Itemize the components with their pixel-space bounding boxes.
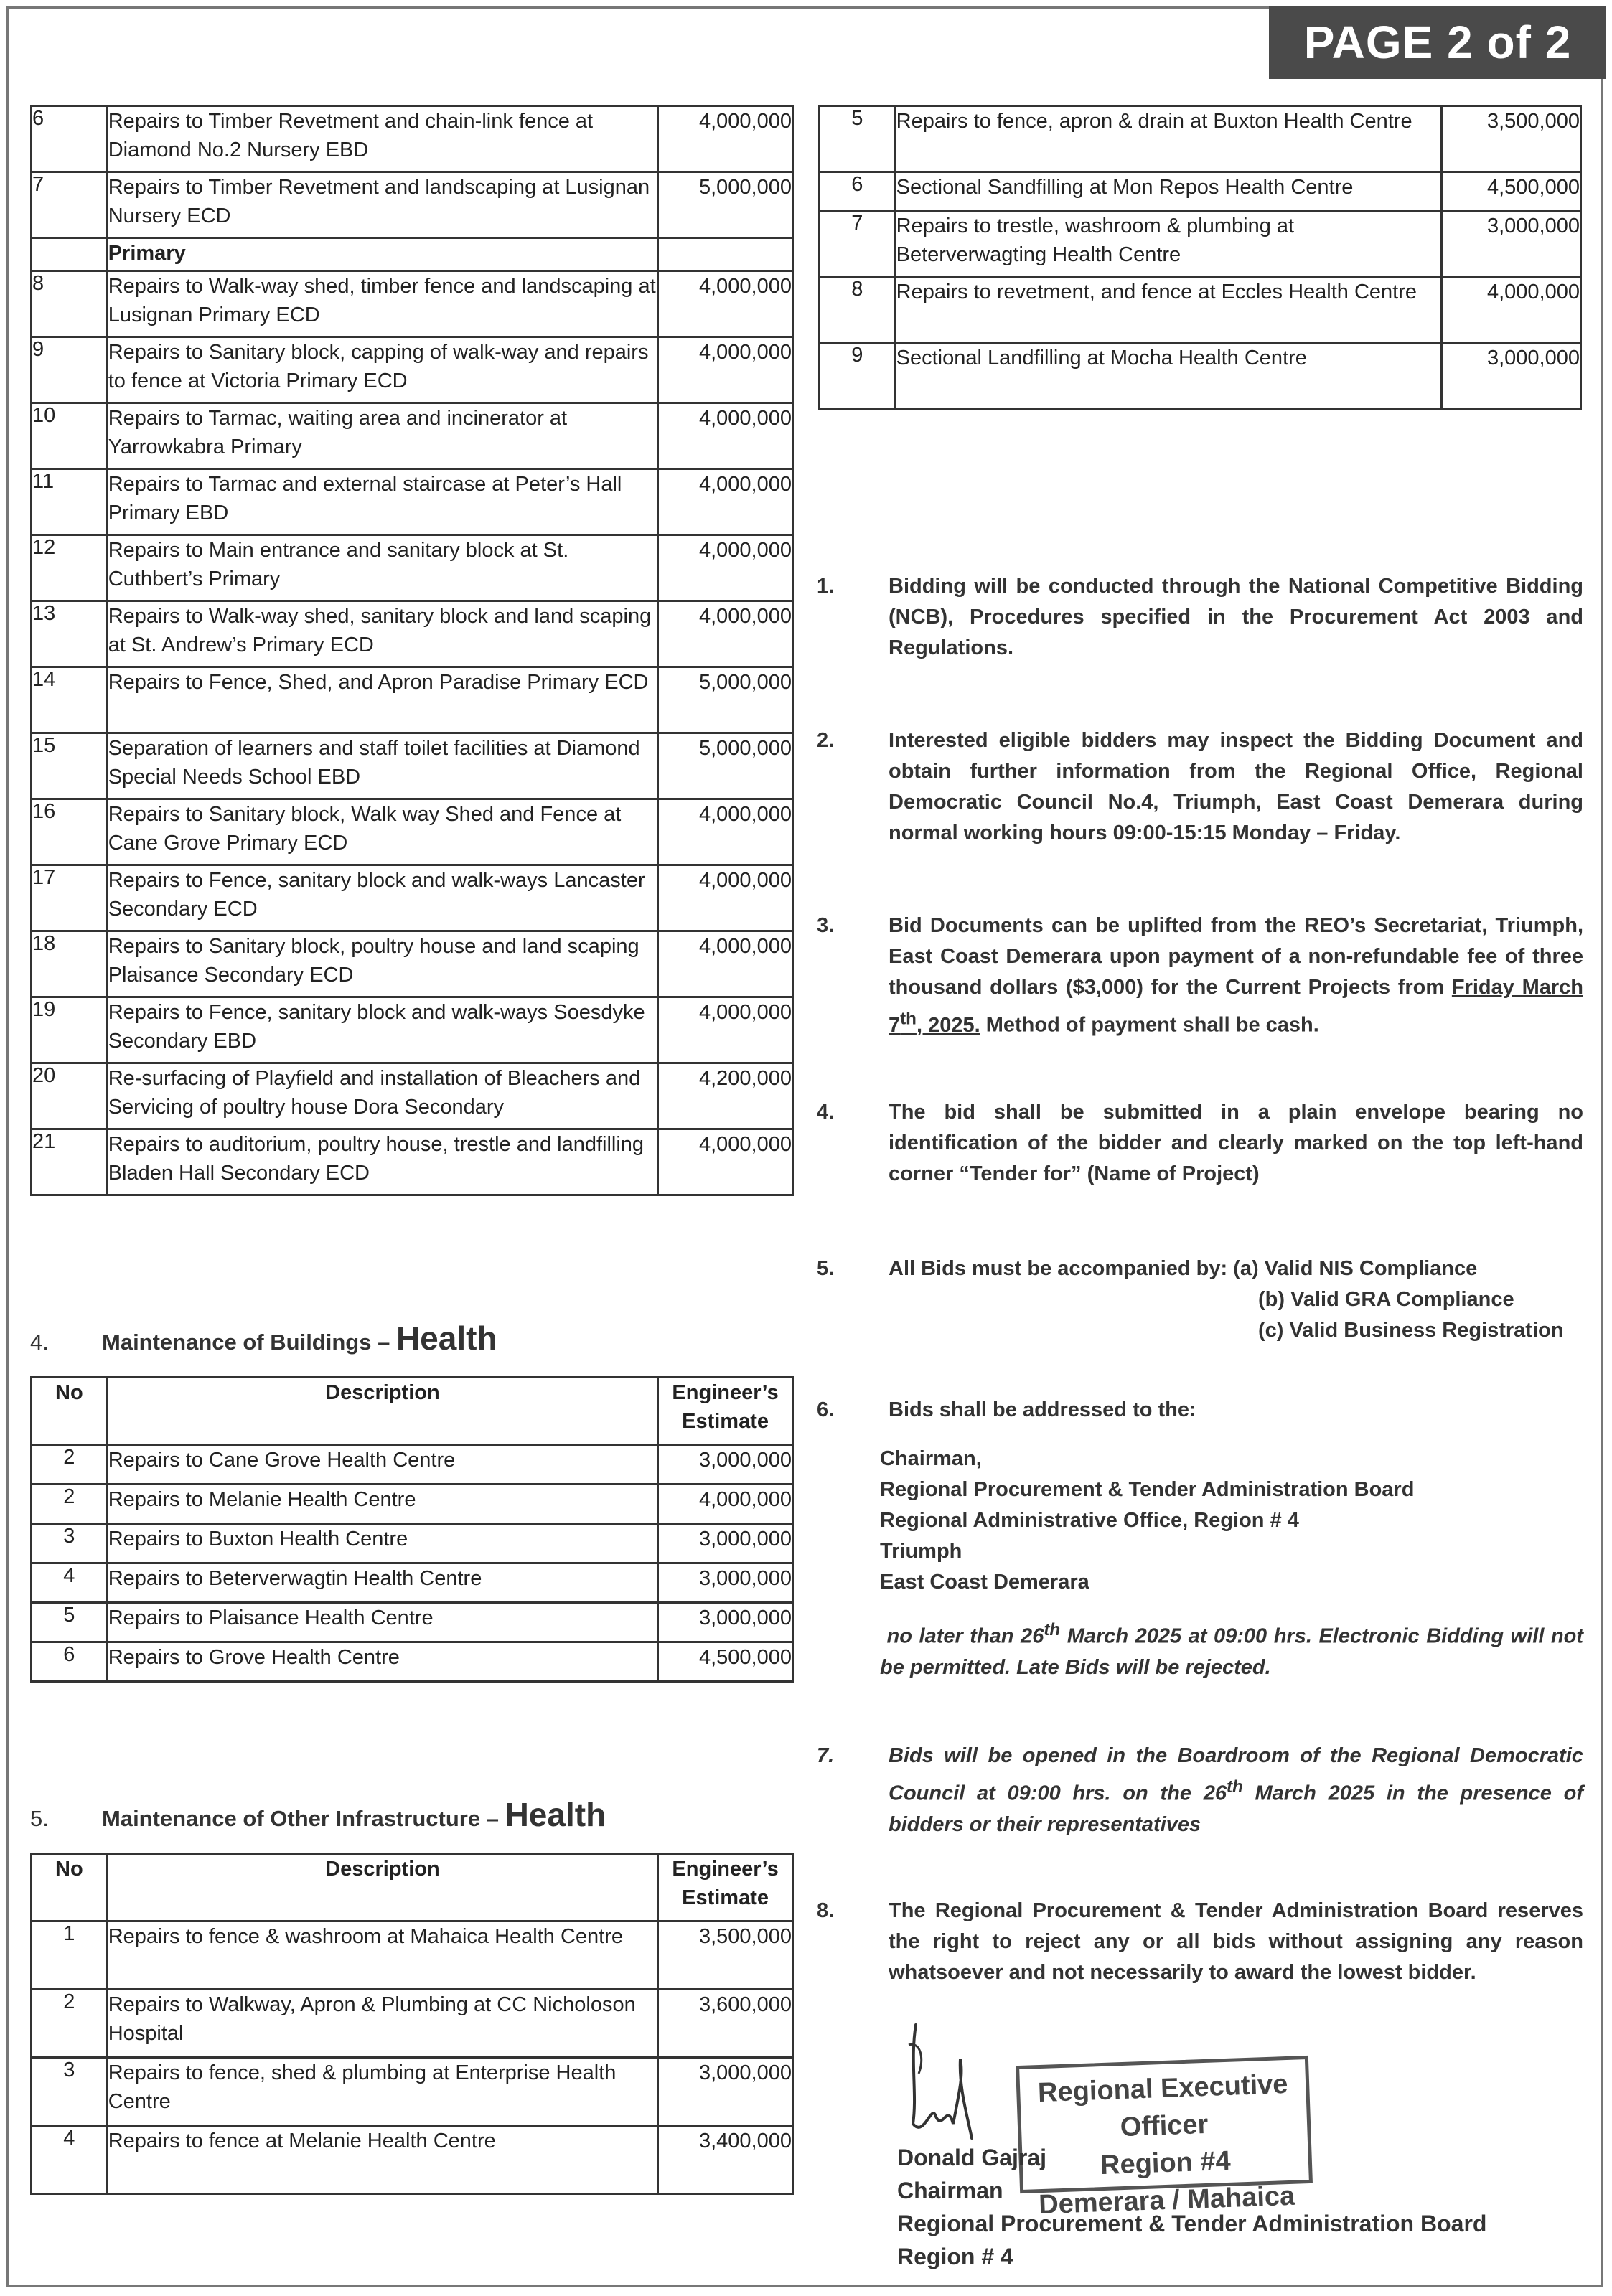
description-cell: Repairs to Tarmac, waiting area and incinerator at Yarrowkabra Primary (107, 403, 658, 469)
description-cell: Repairs to Sanitary block, Walk way Shed and Fence at Cane Grove Primary ECD (107, 799, 658, 865)
col-no-header: No (32, 1854, 108, 1921)
row-number: 6 (32, 106, 108, 172)
row-number: 8 (32, 271, 108, 337)
bid-address: Chairman, Regional Procurement & Tender Administration Board Regional Administrative Office, Region # 4 Triumph East Coast Demerara (880, 1447, 1415, 1594)
signature-block (897, 2141, 1486, 2273)
col-description-header: Description (107, 1378, 657, 1445)
table-row (32, 271, 793, 337)
table-row (820, 277, 1581, 343)
bid-start-date: Friday March 7th, 2025. (889, 976, 1583, 1037)
row-number: 4 (32, 2126, 108, 2194)
table-row (32, 799, 793, 865)
table-row (32, 535, 793, 601)
table-row (32, 1524, 793, 1563)
description-cell: Repairs to Grove Health Centre (107, 1642, 657, 1682)
row-number: 3 (32, 2058, 108, 2126)
description-cell: Repairs to revetment, and fence at Eccles Health Centre (895, 277, 1442, 343)
amount-cell: 4,000,000 (658, 799, 793, 865)
row-number: 17 (32, 865, 108, 931)
description-cell: Repairs to Walk-way shed, timber fence and landscaping at Lusignan Primary ECD (107, 271, 658, 337)
row-number: 6 (820, 172, 896, 211)
description-cell: Repairs to trestle, washroom & plumbing at Beterverwagting Health Centre (895, 211, 1442, 277)
col-no-header: No (32, 1378, 108, 1445)
table-row (32, 1563, 793, 1603)
row-number: 2 (32, 1485, 108, 1524)
table-row (820, 211, 1581, 277)
amount-cell: 3,400,000 (658, 2126, 793, 2194)
right-projects-table (818, 105, 1582, 410)
page-badge: PAGE 2 of 2 (1269, 6, 1606, 79)
description-cell: Repairs to Fence, sanitary block and walk-ways Soesdyke Secondary EBD (107, 997, 658, 1063)
table-row (32, 1485, 793, 1524)
row-number: 9 (820, 343, 896, 409)
table-row (32, 1603, 793, 1642)
row-number: 4 (32, 1563, 108, 1603)
signature-scribble (903, 2016, 1003, 2145)
row-number: 16 (32, 799, 108, 865)
amount-cell (658, 238, 793, 271)
description-cell: Repairs to Main entrance and sanitary block at St. Cuthbert’s Primary (107, 535, 658, 601)
description-cell: Repairs to Fence, Shed, and Apron Paradise Primary ECD (107, 667, 658, 733)
table-row (32, 865, 793, 931)
table-row (32, 1129, 793, 1195)
table-row (32, 1642, 793, 1682)
row-number: 7 (32, 172, 108, 238)
table-row (32, 238, 793, 271)
description-cell: Repairs to Timber Revetment and landscaping at Lusignan Nursery ECD (107, 172, 658, 238)
row-number: 3 (32, 1524, 108, 1563)
row-number: 18 (32, 931, 108, 997)
row-number: 9 (32, 337, 108, 403)
row-number: 6 (32, 1642, 108, 1682)
description-cell: Repairs to fence & washroom at Mahaica Health Centre (107, 1921, 657, 1990)
description-cell: Repairs to fence at Melanie Health Centre (107, 2126, 657, 2194)
description-cell: Repairs to Plaisance Health Centre (107, 1603, 657, 1642)
col-estimate-header: Engineer’s Estimate (658, 1854, 793, 1921)
clause-8: 8. The Regional Procurement & Tender Administration Board reserves the right to reject any or all bids without assigning any reason whatsoever and not necessarily to award the lowest bidder. (817, 1899, 1583, 1984)
amount-cell: 4,000,000 (658, 1485, 793, 1524)
bid-deadline: no later than 26th March 2025 at 09:00 hrs. Electronic Bidding will not be permitted. Late Bids will be rejected. (880, 1620, 1584, 1679)
amount-cell: 4,000,000 (658, 469, 793, 535)
section-5-table (30, 1853, 794, 2195)
description-cell: Repairs to auditorium, poultry house, trestle and landfilling Bladen Hall Secondary ECD (107, 1129, 658, 1195)
subheading-cell: Primary (107, 238, 658, 271)
clause-1: 1. Bidding will be conducted through the National Competitive Bidding (NCB), Procedures specified in the Procurement Act 2003 and Regulations. (817, 575, 1583, 659)
signatory-board: Regional Procurement & Tender Administration Board (897, 2211, 1487, 2236)
row-number: 15 (32, 733, 108, 799)
amount-cell: 4,000,000 (658, 337, 793, 403)
table-row (820, 343, 1581, 409)
section-4-heading: 4. Maintenance of Buildings – Health (30, 1319, 497, 1357)
table-row (32, 1921, 793, 1990)
clause-3: 3. Bid Documents can be uplifted from the REO’s Secretariat, Triumph, East Coast Demerara upon payment of a non-refundable fee of three thousand dollars ($3,000) for the Current Projects from Friday March 7th, 2025. Method of payment shall be cash. (817, 914, 1583, 1037)
amount-cell: 4,000,000 (658, 931, 793, 997)
col-estimate-header: Engineer’s Estimate (658, 1378, 793, 1445)
table-row (32, 337, 793, 403)
amount-cell: 5,000,000 (658, 172, 793, 238)
col-description-header: Description (107, 1854, 657, 1921)
description-cell: Repairs to Beterverwagtin Health Centre (107, 1563, 657, 1603)
row-number: 1 (32, 1921, 108, 1990)
row-number: 12 (32, 535, 108, 601)
row-number: 2 (32, 1445, 108, 1485)
clause-5: 5. All Bids must be accompanied by: (a) Valid NIS Compliance (b) Valid GRA Compliance (c) Valid Business Registration (817, 1257, 1564, 1342)
signatory-title: Chairman (897, 2178, 1003, 2203)
clause-6: 6. Bids shall be addressed to the: Chairman, Regional Procurement & Tender Administration Board Regional Administrative Office, Region # 4 Triumph East Coast Demerara no later than 26th March 2025 at 09:00 hrs. Electronic Bidding will not be permitted. Late Bids will be rejected. (817, 1395, 1583, 1682)
table-row (820, 172, 1581, 211)
row-number: 10 (32, 403, 108, 469)
amount-cell: 4,000,000 (658, 601, 793, 667)
row-number: 19 (32, 997, 108, 1063)
table-row (32, 733, 793, 799)
amount-cell: 3,000,000 (658, 1603, 793, 1642)
description-cell: Separation of learners and staff toilet facilities at Diamond Special Needs School EBD (107, 733, 658, 799)
amount-cell: 4,000,000 (658, 403, 793, 469)
description-cell: Repairs to Cane Grove Health Centre (107, 1445, 657, 1485)
table-row (32, 2126, 793, 2194)
table-row (32, 106, 793, 172)
row-number: 21 (32, 1129, 108, 1195)
table-row (32, 403, 793, 469)
amount-cell: 3,000,000 (658, 2058, 793, 2126)
amount-cell: 4,000,000 (658, 271, 793, 337)
table-row (32, 601, 793, 667)
description-cell: Repairs to fence, apron & drain at Buxton Health Centre (895, 106, 1442, 172)
amount-cell: 4,000,000 (658, 865, 793, 931)
row-number: 20 (32, 1063, 108, 1129)
description-cell: Sectional Landfilling at Mocha Health Centre (895, 343, 1442, 409)
section-4-table (30, 1376, 794, 1683)
row-number: 13 (32, 601, 108, 667)
table-row (820, 106, 1581, 172)
table-row (32, 997, 793, 1063)
amount-cell: 4,500,000 (1442, 172, 1581, 211)
amount-cell: 4,200,000 (658, 1063, 793, 1129)
signatory-name: Donald Gajraj (897, 2145, 1047, 2170)
amount-cell: 3,000,000 (1442, 211, 1581, 277)
left-projects-table (30, 105, 794, 1196)
description-cell: Repairs to Fence, sanitary block and walk-ways Lancaster Secondary ECD (107, 865, 658, 931)
description-cell: Repairs to Walk-way shed, sanitary block and land scaping at St. Andrew’s Primary ECD (107, 601, 658, 667)
amount-cell: 4,000,000 (658, 535, 793, 601)
description-cell: Repairs to Sanitary block, capping of walk-way and repairs to fence at Victoria Primary ECD (107, 337, 658, 403)
table-row (32, 1990, 793, 2058)
table-row (32, 931, 793, 997)
row-number: 8 (820, 277, 896, 343)
row-number: 2 (32, 1990, 108, 2058)
amount-cell: 3,000,000 (658, 1445, 793, 1485)
amount-cell: 5,000,000 (658, 667, 793, 733)
amount-cell: 3,000,000 (658, 1563, 793, 1603)
clause-2: 2. Interested eligible bidders may inspect the Bidding Document and obtain further information from the Regional Office, Regional Democratic Council No.4, Triumph, East Coast Demerara during normal working hours 09:00-15:15 Monday – Friday. (817, 729, 1583, 844)
table-row (32, 172, 793, 238)
amount-cell: 3,000,000 (658, 1524, 793, 1563)
section-5-heading: 5. Maintenance of Other Infrastructure – Health (30, 1796, 606, 1833)
amount-cell: 4,000,000 (1442, 277, 1581, 343)
row-number: 14 (32, 667, 108, 733)
row-number: 11 (32, 469, 108, 535)
row-number: 7 (820, 211, 896, 277)
amount-cell: 3,500,000 (658, 1921, 793, 1990)
amount-cell: 4,000,000 (658, 1129, 793, 1195)
row-number: 5 (32, 1603, 108, 1642)
amount-cell: 3,600,000 (658, 1990, 793, 2058)
amount-cell: 4,500,000 (658, 1642, 793, 1682)
amount-cell: 4,000,000 (658, 106, 793, 172)
amount-cell: 5,000,000 (658, 733, 793, 799)
description-cell: Repairs to fence, shed & plumbing at Enterprise Health Centre (107, 2058, 657, 2126)
description-cell: Repairs to Tarmac and external staircase at Peter’s Hall Primary EBD (107, 469, 658, 535)
amount-cell: 3,000,000 (1442, 343, 1581, 409)
amount-cell: 4,000,000 (658, 997, 793, 1063)
row-number: 5 (820, 106, 896, 172)
clause-4: 4. The bid shall be submitted in a plain envelope bearing no identification of the bidder and clearly marked on the top left-hand corner “Tender for” (Name of Project) (817, 1101, 1583, 1185)
table-row (32, 469, 793, 535)
row-number (32, 238, 108, 271)
description-cell: Repairs to Melanie Health Centre (107, 1485, 657, 1524)
reo-stamp: Regional Executive Officer Region #4 Demerara / Mahaica (1016, 2056, 1313, 2193)
description-cell: Repairs to Sanitary block, poultry house and land scaping Plaisance Secondary ECD (107, 931, 658, 997)
table-row (32, 667, 793, 733)
clause-7: 7. Bids will be opened in the Boardroom of the Regional Democratic Council at 09:00 hrs. on the 26th March 2025 in the presence of bidders or their representatives (817, 1744, 1583, 1836)
description-cell: Sectional Sandfilling at Mon Repos Health Centre (895, 172, 1442, 211)
description-cell: Repairs to Walkway, Apron & Plumbing at CC Nicholoson Hospital (107, 1990, 657, 2058)
amount-cell: 3,500,000 (1442, 106, 1581, 172)
description-cell: Repairs to Timber Revetment and chain-link fence at Diamond No.2 Nursery EBD (107, 106, 658, 172)
description-cell: Re-surfacing of Playfield and installation of Bleachers and Servicing of poultry house Dora Secondary (107, 1063, 658, 1129)
table-row (32, 1445, 793, 1485)
description-cell: Repairs to Buxton Health Centre (107, 1524, 657, 1563)
table-row (32, 1063, 793, 1129)
signatory-region: Region # 4 (897, 2244, 1013, 2269)
table-row (32, 2058, 793, 2126)
